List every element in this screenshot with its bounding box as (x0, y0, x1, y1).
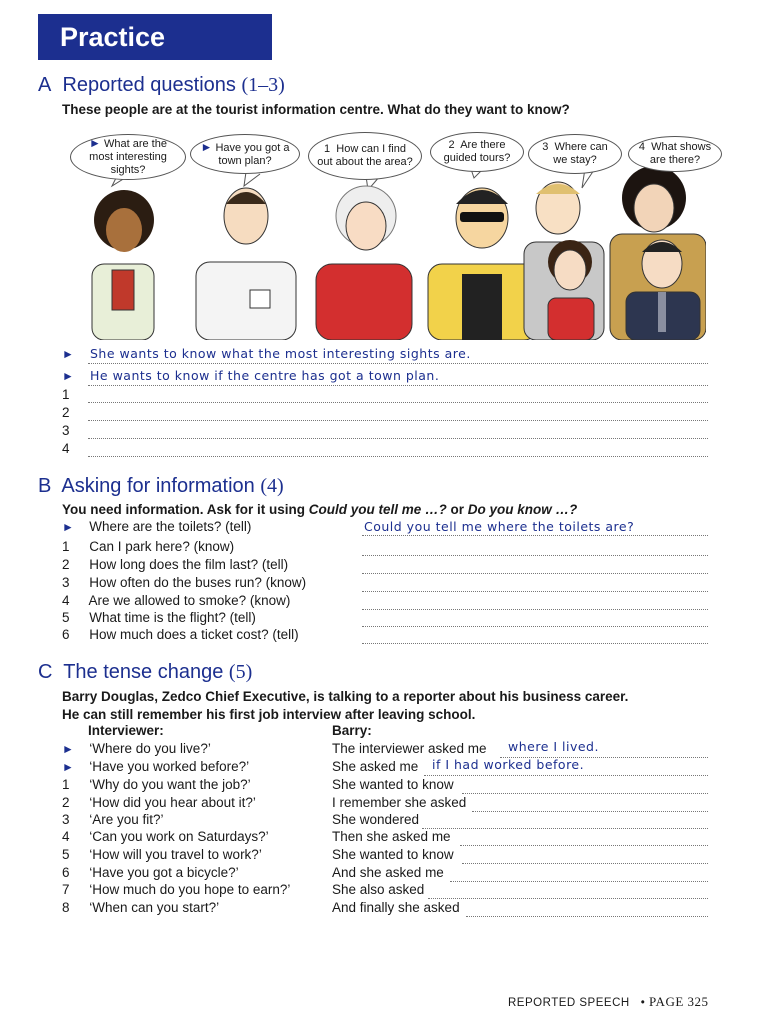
section-a-heading (38, 74, 285, 97)
section-c-row (62, 882, 290, 897)
answer-text: Could you tell me where the toilets are? (364, 519, 635, 534)
bubble-text: Have you got a town plan? (215, 141, 290, 167)
section-c-row (62, 865, 239, 880)
row-stem: Then she asked me (332, 829, 451, 844)
column-header-barry: Barry: (332, 723, 372, 738)
answer-line[interactable] (362, 554, 708, 556)
row-marker: 7 (62, 882, 70, 897)
row-question: What time is the flight? (tell) (89, 610, 256, 625)
row-question: How long does the film last? (tell) (89, 557, 289, 572)
row-question: ‘Are you fit?’ (89, 812, 164, 827)
answer-line[interactable] (428, 897, 708, 899)
speech-bubble-2 (190, 134, 300, 174)
row-marker: 3 (62, 575, 70, 590)
answer-line-4[interactable] (88, 455, 708, 457)
answer-line (88, 362, 708, 364)
bubble-text: Are there guided tours? (443, 139, 511, 164)
row-marker: 2 (62, 795, 70, 810)
section-a-line-example-2 (62, 368, 78, 383)
person-man-glasses (196, 188, 296, 340)
answer-line[interactable] (466, 915, 708, 917)
row-marker: 6 (62, 865, 70, 880)
intro-text: or (446, 502, 468, 517)
answer-line[interactable] (460, 844, 708, 846)
answer-line[interactable] (472, 810, 708, 812)
row-marker: 4 (62, 829, 70, 844)
intro-text: You need information. Ask for it using (62, 502, 309, 517)
section-b-row (62, 610, 256, 625)
section-b-row (62, 519, 251, 534)
row-marker: 5 (62, 847, 70, 862)
answer-line[interactable] (362, 608, 708, 610)
row-question: How often do the buses run? (know) (89, 575, 307, 590)
section-c-heading (38, 661, 252, 684)
section-c-row (62, 777, 251, 792)
row-stem: And finally she asked (332, 900, 460, 915)
section-b-row (62, 557, 288, 572)
row-stem: She wondered (332, 812, 420, 827)
answer-line[interactable] (362, 642, 708, 644)
line-marker: 3 (62, 423, 70, 438)
answer-line[interactable] (362, 590, 708, 592)
line-marker: 1 (62, 387, 70, 402)
row-stem: She asked me (332, 759, 419, 774)
column-header-interviewer: Interviewer: (88, 723, 164, 738)
page-footer (508, 994, 709, 1010)
section-a-letter: A (38, 74, 52, 96)
section-a-number: (1–3) (241, 74, 285, 96)
answer-line[interactable] (462, 862, 708, 864)
answer-text: if I had worked before. (432, 757, 585, 772)
row-marker: 3 (62, 812, 70, 827)
bubble-marker: 2 (448, 139, 455, 152)
person-girl-curly-hair (92, 190, 154, 340)
row-question: ‘Have you worked before?’ (89, 759, 250, 774)
speech-bubble-6 (628, 136, 722, 172)
row-marker: 8 (62, 900, 70, 915)
section-b-row (62, 627, 299, 642)
section-b-letter: B (38, 475, 52, 497)
section-c-row (62, 900, 219, 915)
row-marker: 4 (62, 593, 70, 608)
section-c-intro-2: He can still remember his first job interview after leaving school. (62, 707, 476, 722)
answer-line[interactable] (450, 880, 708, 882)
section-b-heading (38, 475, 284, 498)
page-title-banner: Practice (38, 14, 272, 60)
answer-line[interactable] (362, 625, 708, 627)
row-marker: 5 (62, 610, 70, 625)
bubble-text: What shows are there? (649, 141, 712, 166)
row-marker: ► (62, 520, 74, 534)
speech-bubble-4 (430, 132, 524, 172)
bubble-marker: 1 (324, 143, 331, 156)
section-c-row (62, 847, 262, 862)
row-question: ‘Where do you live?’ (89, 741, 211, 756)
row-stem: She wanted to know (332, 777, 454, 792)
bubble-marker: ► (200, 139, 213, 154)
row-marker: ► (62, 760, 74, 774)
page-number: PAGE 325 (649, 994, 709, 1009)
section-c-row (62, 741, 211, 756)
row-question: ‘How much do you hope to earn?’ (89, 882, 291, 897)
section-b-row (62, 593, 290, 608)
line-marker: 4 (62, 441, 70, 456)
section-b-row (62, 539, 234, 554)
section-c-row (62, 795, 256, 810)
row-marker: 6 (62, 627, 70, 642)
row-question: ‘Have you got a bicycle?’ (89, 865, 239, 880)
section-b-intro (62, 502, 577, 517)
speech-bubble-5 (528, 134, 622, 174)
row-stem: The interviewer asked me (332, 741, 487, 756)
row-question: Are we allowed to smoke? (know) (88, 593, 291, 608)
line-marker: ► (62, 347, 74, 361)
bubble-text: How can I find out about the area? (317, 143, 413, 168)
row-stem: And she asked me (332, 865, 444, 880)
answer-line (88, 384, 708, 386)
speech-bubble-3 (308, 132, 422, 180)
intro-phrase-1: Could you tell me …? (308, 502, 447, 517)
bubble-marker: 4 (638, 141, 646, 154)
section-c-row (62, 812, 164, 827)
row-question: How much does a ticket cost? (tell) (89, 627, 299, 642)
answer-line-1[interactable] (88, 401, 708, 403)
section-a-line-3 (62, 423, 70, 438)
row-question: ‘Can you work on Saturdays?’ (89, 829, 269, 844)
person-young-couple (524, 182, 604, 340)
person-man-sunglasses (428, 188, 538, 340)
answer-line-3[interactable] (88, 437, 708, 439)
row-marker: 1 (62, 777, 70, 792)
section-c-intro-1: Barry Douglas, Zedco Chief Executive, is talking to a reporter about his business career. (62, 689, 629, 704)
section-a-line-2 (62, 405, 70, 420)
section-a-line-4 (62, 441, 70, 456)
bubble-marker: ► (89, 136, 101, 151)
answer-text: He wants to know if the centre has got a town plan. (90, 368, 440, 383)
section-a-intro: These people are at the tourist information centre. What do they want to know? (62, 102, 570, 117)
answer-line-2[interactable] (88, 419, 708, 421)
section-c-row (62, 759, 249, 774)
row-stem: I remember she asked (332, 795, 467, 810)
row-stem: She also asked (332, 882, 425, 897)
line-marker: 2 (62, 405, 70, 420)
row-question: Can I park here? (know) (89, 539, 235, 554)
row-question: ‘How will you travel to work?’ (89, 847, 262, 862)
section-a-title: Reported questions (62, 74, 236, 96)
section-c-letter: C (38, 661, 53, 683)
section-c-row (62, 829, 269, 844)
section-a-line-example-1 (62, 346, 78, 361)
row-stem: She wanted to know (332, 847, 454, 862)
footer-label: REPORTED SPEECH (508, 997, 630, 1009)
answer-line[interactable] (362, 572, 708, 574)
answer-text: where I lived. (508, 739, 599, 754)
row-marker: 1 (62, 539, 70, 554)
answer-line (424, 774, 708, 776)
section-b-row (62, 575, 306, 590)
section-c-title: The tense change (63, 661, 224, 683)
section-b-title: Asking for information (61, 475, 255, 497)
answer-line[interactable] (422, 827, 708, 829)
person-woman-and-businessman (610, 166, 706, 340)
bubble-text: Where can we stay? (553, 141, 608, 166)
row-question: ‘How did you hear about it?’ (89, 795, 256, 810)
bubble-text: What are the most interesting sights? (89, 138, 167, 176)
intro-phrase-2: Do you know …? (467, 502, 578, 517)
section-a-line-1 (62, 387, 70, 402)
row-marker: 2 (62, 557, 70, 572)
section-b-number: (4) (260, 475, 284, 497)
person-old-woman (316, 186, 412, 340)
section-c-number: (5) (228, 661, 253, 683)
bubble-marker: 3 (542, 141, 549, 154)
row-question: ‘When can you start?’ (89, 900, 220, 915)
answer-line[interactable] (462, 792, 708, 794)
answer-text: She wants to know what the most interesting sights are. (90, 346, 471, 361)
row-question: ‘Why do you want the job?’ (89, 777, 251, 792)
line-marker: ► (62, 369, 74, 383)
speech-bubble-1 (70, 134, 186, 180)
row-question: Where are the toilets? (tell) (89, 519, 252, 534)
row-marker: ► (62, 742, 74, 756)
answer-line (362, 534, 708, 536)
footer-bullet: • (640, 997, 646, 1009)
